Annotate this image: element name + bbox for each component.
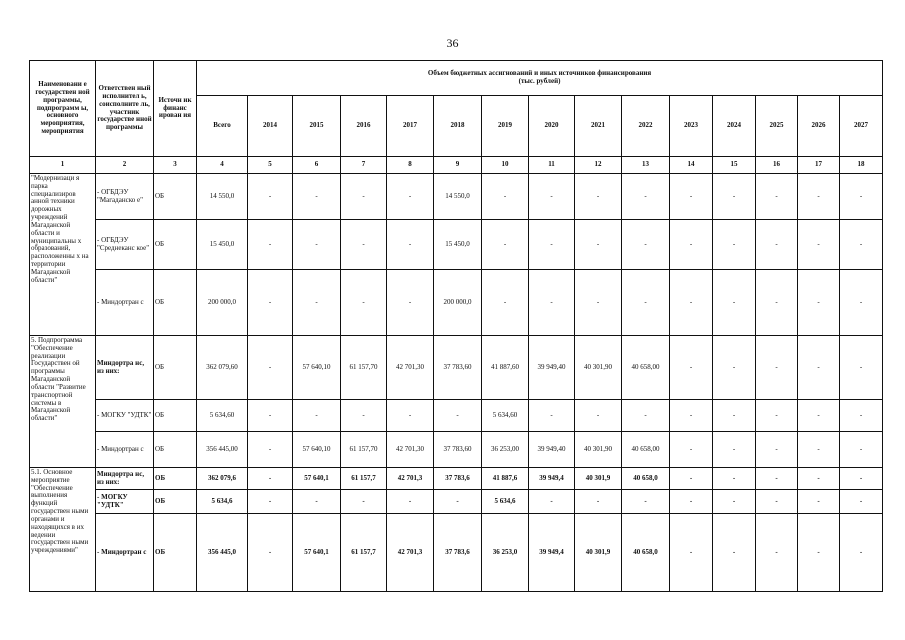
year-value-cell: - [756,490,798,514]
header-year: 2019 [482,96,529,157]
year-value-cell: - [713,490,756,514]
source-cell: ОБ [154,514,197,592]
year-value-cell: - [840,220,883,270]
column-number: 2 [96,157,154,174]
year-value-cell: 41 887,60 [482,336,529,400]
year-value-cell: - [529,220,575,270]
year-value-cell: - [840,336,883,400]
year-value-cell: 61 157,70 [341,336,387,400]
year-value-cell: 36 253,00 [482,432,529,468]
year-value-cell: - [670,490,713,514]
executor-cell: - МОГКУ "УДТК" [96,490,154,514]
year-value-cell: 37 783,6 [434,514,482,592]
year-value-cell: - [248,432,293,468]
year-value-cell: - [387,174,434,220]
year-value-cell: - [622,270,670,336]
year-value-cell: - [482,220,529,270]
year-value-cell: 57 640,10 [293,432,341,468]
year-value-cell: 200 000,0 [434,270,482,336]
year-value-cell: - [341,490,387,514]
year-value-cell: 37 783,60 [434,336,482,400]
year-value-cell: - [670,220,713,270]
table-row [30,432,883,468]
total-value-cell: 356 445,0 [197,514,248,592]
column-number: 14 [670,157,713,174]
source-cell: ОБ [154,400,197,432]
year-value-cell: - [756,400,798,432]
column-number: 18 [840,157,883,174]
header-year: 2023 [670,96,713,157]
table-row [30,400,883,432]
year-value-cell: - [341,174,387,220]
year-value-cell: - [840,400,883,432]
year-value-cell: - [713,432,756,468]
year-value-cell: 42 701,3 [387,514,434,592]
header-volume [197,61,883,96]
column-number: 4 [197,157,248,174]
table-row [30,174,883,220]
header-volume-unit: (тыс. рублей) [518,77,561,85]
year-value-cell: - [293,220,341,270]
year-value-cell: - [798,432,840,468]
year-value-cell: - [387,220,434,270]
header-year: 2027 [840,96,883,157]
year-value-cell: - [798,270,840,336]
header-year: 2018 [434,96,482,157]
column-number: 5 [248,157,293,174]
source-cell: ОБ [154,220,197,270]
year-value-cell: - [622,220,670,270]
executor-cell: - Миндортран с [96,270,154,336]
year-value-cell: - [293,270,341,336]
year-value-cell: 5 634,60 [482,400,529,432]
year-value-cell: - [248,174,293,220]
year-value-cell: - [387,400,434,432]
source-cell: ОБ [154,468,197,490]
column-number: 17 [798,157,840,174]
budget-table [29,60,883,592]
column-number: 16 [756,157,798,174]
column-number: 3 [154,157,197,174]
executor-cell: - ОГБДЭУ "Среднеканс кое" [96,220,154,270]
year-value-cell: - [434,490,482,514]
year-value-cell: 5 634,6 [482,490,529,514]
year-value-cell: 57 640,1 [293,468,341,490]
year-value-cell: - [670,336,713,400]
year-value-cell: - [713,336,756,400]
year-value-cell: 14 550,0 [434,174,482,220]
header-year: 2020 [529,96,575,157]
year-value-cell: - [293,490,341,514]
year-value-cell: 42 701,30 [387,432,434,468]
year-value-cell: 40 658,00 [622,336,670,400]
year-value-cell: - [670,174,713,220]
executor-cell: - МОГКУ "УДТК" [96,400,154,432]
year-value-cell: - [670,270,713,336]
year-value-cell: - [434,400,482,432]
column-number: 11 [529,157,575,174]
year-value-cell: 40 301,9 [575,514,622,592]
header-year: 2026 [798,96,840,157]
year-value-cell: - [387,270,434,336]
year-value-cell: - [798,400,840,432]
source-cell: ОБ [154,336,197,400]
header-year: 2016 [341,96,387,157]
year-value-cell: - [713,400,756,432]
total-value-cell: 362 079,60 [197,336,248,400]
year-value-cell: - [840,270,883,336]
year-value-cell: - [387,490,434,514]
header-volume-title: Объем бюджетных ассигнований и иных источников финансирования [427,69,652,78]
year-value-cell: - [713,468,756,490]
year-value-cell: - [798,514,840,592]
year-value-cell: 39 949,40 [529,432,575,468]
year-value-cell: 41 887,6 [482,468,529,490]
year-value-cell: - [756,514,798,592]
year-value-cell: - [798,490,840,514]
program-name-cell: "Модернизаци я парка специализиров анной техники дорожных учреждений Магаданской области и муниципальны х образований, расположенны х на территории Магаданской области" [30,174,96,336]
year-value-cell: 39 949,4 [529,514,575,592]
year-value-cell: 57 640,10 [293,336,341,400]
header-year: 2024 [713,96,756,157]
year-value-cell: 40 658,0 [622,468,670,490]
year-value-cell: - [482,270,529,336]
year-value-cell: 42 701,30 [387,336,434,400]
year-value-cell: - [756,174,798,220]
year-value-cell: - [248,400,293,432]
year-value-cell: 40 658,0 [622,514,670,592]
year-value-cell: - [670,514,713,592]
total-value-cell: 14 550,0 [197,174,248,220]
executor-cell: - Миндортран с [96,432,154,468]
program-name-cell: 5. Подпрограмма "Обеспечение реализации Государствен ой программы Магаданской области "Развитие транспортной системы в Магаданской области" [30,336,96,468]
year-value-cell: 39 949,4 [529,468,575,490]
year-value-cell: - [248,490,293,514]
source-cell: ОБ [154,432,197,468]
table-row [30,468,883,490]
year-value-cell: - [248,468,293,490]
executor-cell: - Миндортран с [96,514,154,592]
year-value-cell: - [840,514,883,592]
header-year: 2017 [387,96,434,157]
total-value-cell: 356 445,00 [197,432,248,468]
year-value-cell: - [248,514,293,592]
executor-cell: - ОГБДЭУ "Магаданско е" [96,174,154,220]
total-value-cell: 5 634,60 [197,400,248,432]
total-value-cell: 5 634,6 [197,490,248,514]
year-value-cell: - [622,174,670,220]
year-value-cell: 36 253,0 [482,514,529,592]
year-value-cell: 61 157,70 [341,432,387,468]
year-value-cell: - [293,400,341,432]
year-value-cell: 61 157,7 [341,514,387,592]
year-value-cell: - [756,432,798,468]
year-value-cell: - [575,174,622,220]
program-name-cell: 5.1. Основное мероприятие "Обеспечение выполнения функций государствен ными органами и находящихся в их ведении государствен ными учреждениями" [30,468,96,592]
column-number: 13 [622,157,670,174]
year-value-cell: 40 301,90 [575,336,622,400]
year-value-cell: - [840,468,883,490]
header-year: 2022 [622,96,670,157]
year-value-cell: - [713,220,756,270]
column-number-row [30,157,883,174]
header-year: 2014 [248,96,293,157]
source-cell: ОБ [154,490,197,514]
year-value-cell: - [756,468,798,490]
year-value-cell: - [482,174,529,220]
header-name-column: Наименовани е государствен ной программы, подпрограмм ы, основного мероприятия, мероприятия [30,61,96,157]
year-value-cell: - [529,490,575,514]
year-value-cell: - [293,174,341,220]
year-value-cell: 37 783,60 [434,432,482,468]
table-row [30,336,883,400]
year-value-cell: - [341,400,387,432]
column-number: 10 [482,157,529,174]
year-value-cell: - [670,468,713,490]
year-value-cell: - [840,490,883,514]
year-value-cell: - [756,220,798,270]
year-value-cell: 42 701,3 [387,468,434,490]
year-value-cell: - [756,336,798,400]
column-number: 1 [30,157,96,174]
year-value-cell: - [670,400,713,432]
table-row [30,490,883,514]
year-value-cell: - [248,270,293,336]
year-value-cell: 57 640,1 [293,514,341,592]
year-value-cell: - [798,220,840,270]
year-value-cell: - [529,400,575,432]
year-value-cell: - [575,490,622,514]
header-year: 2021 [575,96,622,157]
table-row [30,220,883,270]
year-value-cell: - [840,432,883,468]
year-value-cell: - [713,174,756,220]
year-value-cell: - [622,400,670,432]
year-value-cell: - [670,432,713,468]
year-value-cell: - [248,220,293,270]
year-value-cell: 40 658,00 [622,432,670,468]
year-value-cell: - [798,174,840,220]
year-value-cell: - [248,336,293,400]
year-value-cell: 40 301,9 [575,468,622,490]
table-row [30,270,883,336]
year-value-cell: - [798,336,840,400]
year-value-cell: 15 450,0 [434,220,482,270]
column-number: 6 [293,157,341,174]
header-executor-column: Ответствен ный исполнител ь, соисполните ль, участник государстве нной программы [96,61,154,157]
source-cell: ОБ [154,270,197,336]
year-value-cell: - [575,220,622,270]
year-value-cell: - [575,400,622,432]
year-value-cell: - [341,220,387,270]
year-value-cell: - [840,174,883,220]
year-value-cell: - [756,270,798,336]
page-number: 36 [446,36,459,50]
year-value-cell: - [575,270,622,336]
executor-cell: Миндортра нс, из них: [96,468,154,490]
year-value-cell: - [529,270,575,336]
header-year: 2015 [293,96,341,157]
year-value-cell: - [798,468,840,490]
year-value-cell: - [622,490,670,514]
column-number: 7 [341,157,387,174]
column-number: 15 [713,157,756,174]
header-source-column: Источн ик финанс ирован ия [154,61,197,157]
year-value-cell: 37 783,6 [434,468,482,490]
total-value-cell: 15 450,0 [197,220,248,270]
year-value-cell: - [529,174,575,220]
table-body [30,174,883,592]
header-total: Всего [197,96,248,157]
table-row [30,514,883,592]
source-cell: ОБ [154,174,197,220]
column-number: 12 [575,157,622,174]
column-number: 9 [434,157,482,174]
year-value-cell: 40 301,90 [575,432,622,468]
year-value-cell: - [341,270,387,336]
year-value-cell: - [713,270,756,336]
year-value-cell: 39 949,40 [529,336,575,400]
executor-cell: Миндортра нс, из них: [96,336,154,400]
year-value-cell: - [713,514,756,592]
year-value-cell: 61 157,7 [341,468,387,490]
column-number: 8 [387,157,434,174]
header-year: 2025 [756,96,798,157]
total-value-cell: 200 000,0 [197,270,248,336]
total-value-cell: 362 079,6 [197,468,248,490]
